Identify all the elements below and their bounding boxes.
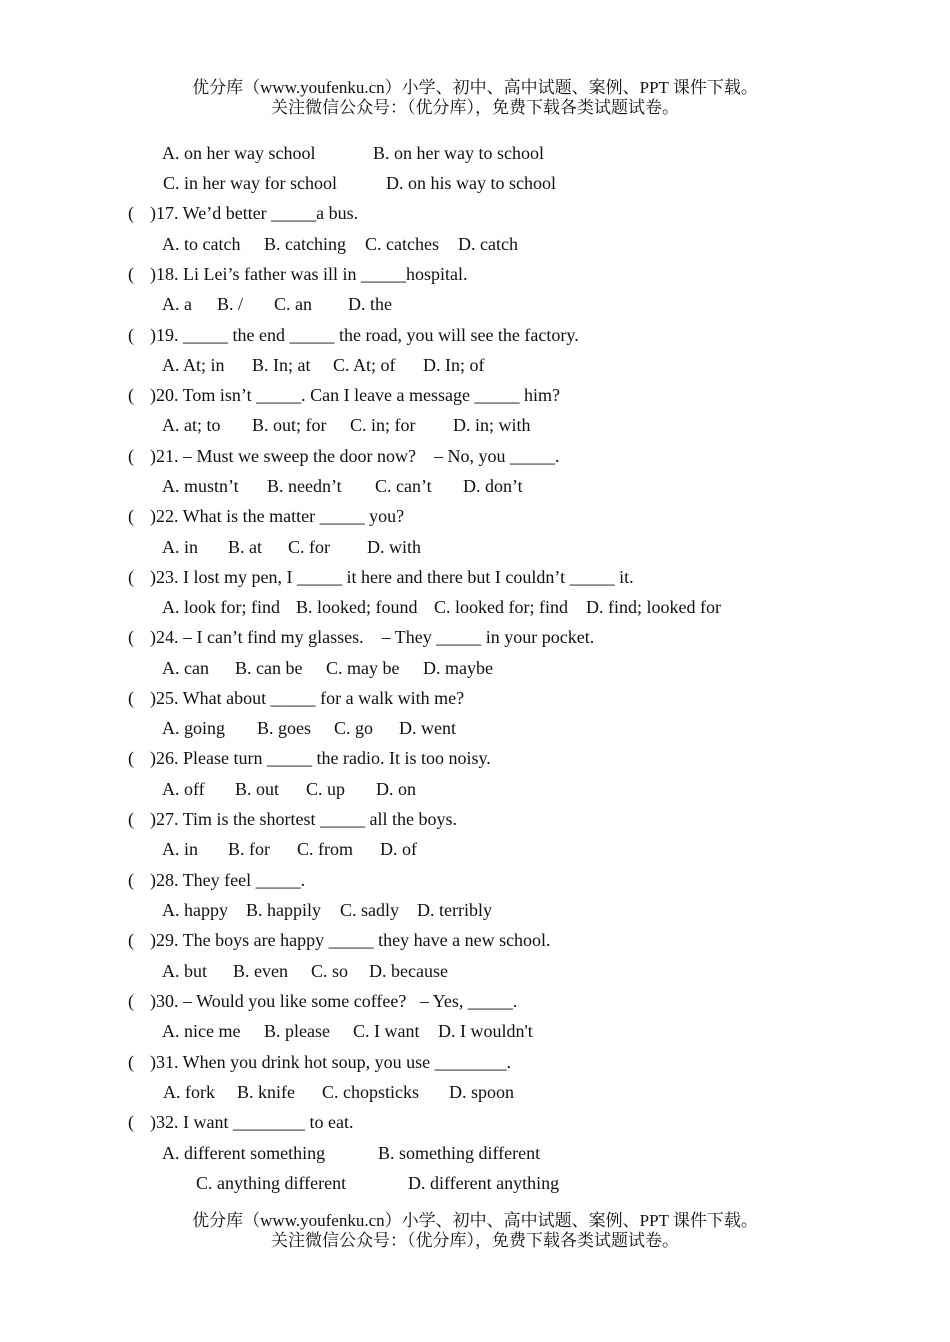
option-d: D. I wouldn't [438, 1021, 533, 1041]
answer-paren: ( [128, 1112, 134, 1132]
question-text: )31. When you drink hot soup, you use ________. [150, 1052, 512, 1072]
answer-paren: ( [128, 446, 134, 466]
option-d: D. because [369, 961, 448, 981]
option-a: A. off [162, 779, 205, 799]
question-text: )25. What about _____ for a walk with me? [150, 688, 465, 708]
option-d: D. on his way to school [386, 173, 556, 193]
answer-paren: ( [128, 385, 134, 405]
option-a: A. in [162, 839, 198, 859]
option-a: A. a [162, 294, 192, 314]
option-a: A. happy [162, 900, 228, 920]
option-b: B. something different [378, 1143, 541, 1163]
option-d: D. In; of [423, 355, 485, 375]
question-text: )17. We’d better _____a bus. [150, 203, 359, 223]
option-a: A. can [162, 658, 209, 678]
option-c: C. catches [365, 234, 439, 254]
option-c: C. an [274, 294, 312, 314]
answer-paren: ( [128, 506, 134, 526]
option-b: B. happily [246, 900, 321, 920]
answer-paren: ( [128, 748, 134, 768]
footer-line-1: 优分库（www.youfenku.cn）小学、初中、高中试题、案例、PPT 课件下载。 [192, 1211, 758, 1230]
option-b: B. please [264, 1021, 330, 1041]
option-a: A. going [162, 718, 225, 738]
option-d: D. maybe [423, 658, 493, 678]
answer-paren: ( [128, 203, 134, 223]
answer-paren: ( [128, 1052, 134, 1072]
answer-paren: ( [128, 325, 134, 345]
option-a: A. nice me [162, 1021, 241, 1041]
option-c: C. At; of [333, 355, 396, 375]
option-b: B. knife [237, 1082, 295, 1102]
option-d: D. different anything [408, 1173, 560, 1193]
option-d: D. don’t [463, 476, 523, 496]
option-c: C. so [311, 961, 349, 981]
option-c: C. can’t [375, 476, 432, 496]
option-b: B. / [217, 294, 244, 314]
header-line-1: 优分库（www.youfenku.cn）小学、初中、高中试题、案例、PPT 课件下载。 [192, 78, 758, 97]
option-b: B. on her way to school [373, 143, 544, 163]
question-text: )23. I lost my pen, I _____ it here and there but I couldn’t _____ it. [150, 567, 634, 587]
option-d: D. terribly [417, 900, 492, 920]
option-d: D. find; looked for [586, 597, 721, 617]
answer-paren: ( [128, 930, 134, 950]
option-a: A. look for; find [162, 597, 280, 617]
option-b: B. needn’t [267, 476, 342, 496]
option-b: B. catching [264, 234, 346, 254]
header-line-2: 关注微信公众号：（优分库），免费下载各类试题试卷。 [271, 98, 679, 117]
question-text: )26. Please turn _____ the radio. It is too noisy. [150, 748, 491, 768]
option-a: A. but [162, 961, 207, 981]
option-b: B. goes [257, 718, 311, 738]
question-text: )20. Tom isn’t _____. Can I leave a message _____ him? [150, 385, 561, 405]
answer-paren: ( [128, 567, 134, 587]
option-c: C. may be [326, 658, 400, 678]
option-b: B. looked; found [296, 597, 418, 617]
option-b: B. out; for [252, 415, 327, 435]
option-c: C. for [288, 537, 330, 557]
option-d: D. in; with [453, 415, 531, 435]
question-text: )21. – Must we sweep the door now? – No, you _____. [150, 446, 560, 466]
answer-paren: ( [128, 264, 134, 284]
option-a: A. fork [163, 1082, 215, 1102]
option-b: B. even [233, 961, 288, 981]
option-d: D. on [376, 779, 416, 799]
option-a: A. in [162, 537, 198, 557]
question-text: )28. They feel _____. [150, 870, 306, 890]
option-b: B. at [228, 537, 262, 557]
option-b: B. for [228, 839, 270, 859]
option-c: C. looked for; find [434, 597, 568, 617]
option-a: A. at; to [162, 415, 221, 435]
answer-paren: ( [128, 870, 134, 890]
question-text: )29. The boys are happy _____ they have a new school. [150, 930, 551, 950]
option-d: D. catch [458, 234, 518, 254]
option-a: A. on her way school [162, 143, 316, 163]
question-text: )32. I want ________ to eat. [150, 1112, 354, 1132]
question-text: )30. – Would you like some coffee? – Yes, _____. [150, 991, 518, 1011]
option-c: C. chopsticks [322, 1082, 419, 1102]
option-d: D. spoon [449, 1082, 515, 1102]
option-c: C. go [334, 718, 374, 738]
option-b: B. In; at [252, 355, 311, 375]
answer-paren: ( [128, 991, 134, 1011]
question-text: )22. What is the matter _____ you? [150, 506, 405, 526]
answer-paren: ( [128, 627, 134, 647]
option-c: C. up [306, 779, 346, 799]
question-text: )18. Li Lei’s father was ill in _____hospital. [150, 264, 468, 284]
option-c: C. I want [353, 1021, 420, 1041]
option-d: D. with [367, 537, 421, 557]
answer-paren: ( [128, 809, 134, 829]
option-c: C. in; for [350, 415, 416, 435]
option-a: A. At; in [162, 355, 225, 375]
option-c: C. in her way for school [163, 173, 337, 193]
option-a: A. mustn’t [162, 476, 239, 496]
option-c: C. sadly [340, 900, 400, 920]
option-d: D. went [399, 718, 456, 738]
option-a: A. different something [162, 1143, 326, 1163]
question-text: )19. _____ the end _____ the road, you will see the factory. [150, 325, 579, 345]
question-text: )24. – I can’t find my glasses. – They _____ in your pocket. [150, 627, 595, 647]
option-b: B. can be [235, 658, 303, 678]
option-d: D. the [348, 294, 392, 314]
question-text: )27. Tim is the shortest _____ all the boys. [150, 809, 458, 829]
option-a: A. to catch [162, 234, 241, 254]
option-b: B. out [235, 779, 280, 799]
answer-paren: ( [128, 688, 134, 708]
option-c: C. anything different [196, 1173, 347, 1193]
option-c: C. from [297, 839, 353, 859]
option-d: D. of [380, 839, 417, 859]
footer-line-2: 关注微信公众号：（优分库），免费下载各类试题试卷。 [271, 1231, 679, 1250]
